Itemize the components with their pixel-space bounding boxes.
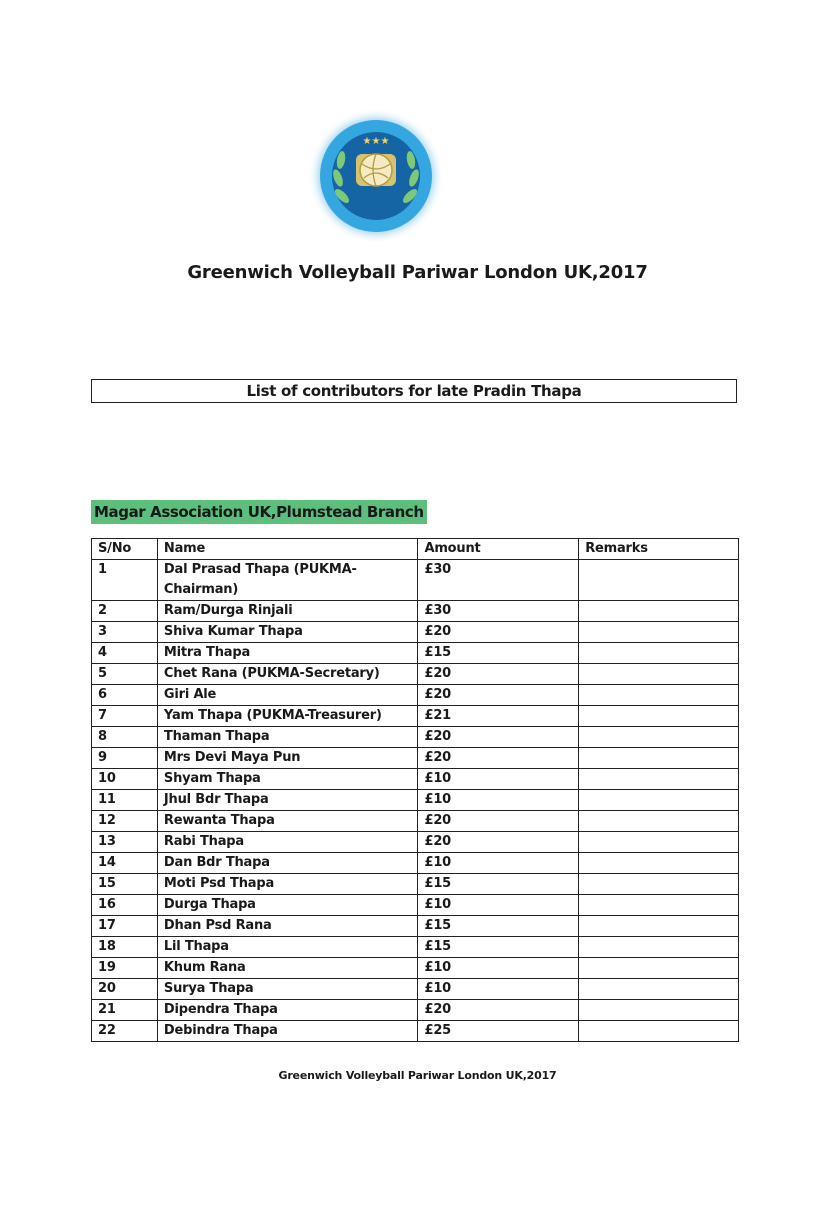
cell-amount: £20 [418, 622, 579, 643]
cell-name: Dan Bdr Thapa [157, 853, 418, 874]
cell-name: Rewanta Thapa [157, 811, 418, 832]
cell-remarks [579, 916, 739, 937]
cell-amount: £20 [418, 748, 579, 769]
cell-remarks [579, 643, 739, 664]
cell-name: Thaman Thapa [157, 727, 418, 748]
table-row [92, 601, 739, 622]
cell-amount: £10 [418, 979, 579, 1000]
cell-amount: £15 [418, 937, 579, 958]
table-row [92, 727, 739, 748]
cell-sn: 12 [92, 811, 158, 832]
cell-name: Khum Rana [157, 958, 418, 979]
cell-sn: 14 [92, 853, 158, 874]
cell-amount: £20 [418, 1000, 579, 1021]
table-row [92, 685, 739, 706]
cell-remarks [579, 1021, 739, 1042]
cell-remarks [579, 1000, 739, 1021]
table-row [92, 748, 739, 769]
table-row [92, 664, 739, 685]
cell-name: Chet Rana (PUKMA-Secretary) [157, 664, 418, 685]
table-row [92, 622, 739, 643]
cell-sn: 3 [92, 622, 158, 643]
cell-remarks [579, 727, 739, 748]
cell-name: Shyam Thapa [157, 769, 418, 790]
cell-name: Mitra Thapa [157, 643, 418, 664]
cell-name: Jhul Bdr Thapa [157, 790, 418, 811]
cell-sn: 20 [92, 979, 158, 1000]
cell-name: Yam Thapa (PUKMA-Treasurer) [157, 706, 418, 727]
cell-sn: 6 [92, 685, 158, 706]
list-title-text: List of contributors for late Pradin Thapa [246, 382, 582, 400]
cell-name: Ram/Durga Rinjali [157, 601, 418, 622]
cell-name: Dipendra Thapa [157, 1000, 418, 1021]
cell-sn: 19 [92, 958, 158, 979]
cell-remarks [579, 958, 739, 979]
cell-name: Rabi Thapa [157, 832, 418, 853]
page-footer: Greenwich Volleyball Pariwar London UK,2017 [278, 1069, 557, 1082]
cell-amount: £10 [418, 769, 579, 790]
cell-sn: 16 [92, 895, 158, 916]
cell-amount: £20 [418, 832, 579, 853]
cell-sn: 17 [92, 916, 158, 937]
cell-sn: 21 [92, 1000, 158, 1021]
table-row [92, 979, 739, 1000]
cell-remarks [579, 895, 739, 916]
cell-amount: £15 [418, 643, 579, 664]
cell-name: Mrs Devi Maya Pun [157, 748, 418, 769]
header-name: Name [157, 539, 418, 560]
cell-sn: 15 [92, 874, 158, 895]
cell-amount: £15 [418, 916, 579, 937]
table-row [92, 937, 739, 958]
cell-remarks [579, 560, 739, 601]
cell-sn: 9 [92, 748, 158, 769]
cell-sn: 2 [92, 601, 158, 622]
cell-name: Debindra Thapa [157, 1021, 418, 1042]
page-heading: Greenwich Volleyball Pariwar London UK,2017 [187, 262, 648, 283]
table-row [92, 790, 739, 811]
table-row [92, 643, 739, 664]
cell-name: Surya Thapa [157, 979, 418, 1000]
cell-remarks [579, 706, 739, 727]
cell-amount: £10 [418, 958, 579, 979]
table-row [92, 895, 739, 916]
cell-remarks [579, 874, 739, 895]
table-row [92, 853, 739, 874]
header-sn: S/No [92, 539, 158, 560]
branch-label-text: Magar Association UK,Plumstead Branch [94, 503, 424, 521]
cell-amount: £20 [418, 685, 579, 706]
table-row [92, 916, 739, 937]
cell-sn: 5 [92, 664, 158, 685]
cell-amount: £10 [418, 790, 579, 811]
cell-amount: £21 [418, 706, 579, 727]
cell-remarks [579, 622, 739, 643]
cell-remarks [579, 664, 739, 685]
cell-amount: £15 [418, 874, 579, 895]
cell-name: Moti Psd Thapa [157, 874, 418, 895]
cell-sn: 7 [92, 706, 158, 727]
cell-amount: £30 [418, 560, 579, 601]
cell-sn: 4 [92, 643, 158, 664]
table-row [92, 706, 739, 727]
cell-remarks [579, 790, 739, 811]
cell-name: Dhan Psd Rana [157, 916, 418, 937]
table-row [92, 769, 739, 790]
cell-amount: £20 [418, 664, 579, 685]
cell-remarks [579, 832, 739, 853]
cell-remarks [579, 853, 739, 874]
cell-remarks [579, 601, 739, 622]
table-row [92, 811, 739, 832]
list-title [91, 379, 737, 403]
cell-name: Shiva Kumar Thapa [157, 622, 418, 643]
table-row [92, 832, 739, 853]
cell-remarks [579, 769, 739, 790]
table-header-row [92, 539, 739, 560]
cell-amount: £10 [418, 853, 579, 874]
header-amount: Amount [418, 539, 579, 560]
svg-text:★★★: ★★★ [362, 136, 390, 147]
table-row [92, 958, 739, 979]
header-remarks: Remarks [579, 539, 739, 560]
cell-amount: £20 [418, 811, 579, 832]
cell-remarks [579, 748, 739, 769]
contributors-table [91, 538, 739, 1042]
table-row [92, 560, 739, 601]
cell-name: Giri Ale [157, 685, 418, 706]
cell-sn: 11 [92, 790, 158, 811]
cell-sn: 10 [92, 769, 158, 790]
branch-label [91, 500, 427, 524]
cell-name: Lil Thapa [157, 937, 418, 958]
cell-sn: 22 [92, 1021, 158, 1042]
table-row [92, 874, 739, 895]
cell-name: Dal Prasad Thapa (PUKMA-Chairman) [157, 560, 418, 601]
cell-remarks [579, 685, 739, 706]
cell-sn: 1 [92, 560, 158, 601]
table-row [92, 1000, 739, 1021]
cell-remarks [579, 937, 739, 958]
cell-remarks [579, 979, 739, 1000]
cell-sn: 13 [92, 832, 158, 853]
cell-sn: 18 [92, 937, 158, 958]
cell-amount: £30 [418, 601, 579, 622]
cell-amount: £20 [418, 727, 579, 748]
cell-remarks [579, 811, 739, 832]
cell-amount: £25 [418, 1021, 579, 1042]
cell-amount: £10 [418, 895, 579, 916]
cell-sn: 8 [92, 727, 158, 748]
table-row [92, 1021, 739, 1042]
volleyball-emblem-icon [308, 108, 444, 244]
cell-name: Durga Thapa [157, 895, 418, 916]
